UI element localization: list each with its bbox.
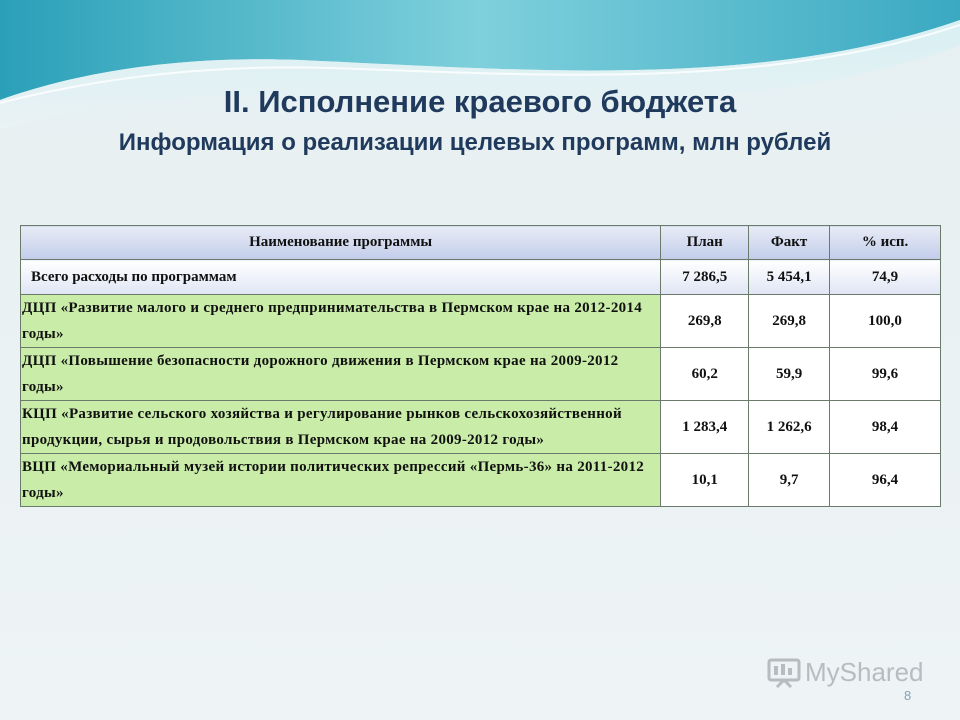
total-plan: 7 286,5 xyxy=(661,260,749,295)
program-fact: 1 262,6 xyxy=(749,401,830,454)
program-name: КЦП «Развитие сельского хозяйства и регулирование рынков сельскохозяйственной продукции, сырья и продовольствия в Пермском крае на 2009-2012 годы» xyxy=(21,401,661,454)
program-fact: 269,8 xyxy=(749,295,830,348)
program-pct: 98,4 xyxy=(830,401,941,454)
column-header-pct: % исп. xyxy=(830,226,941,260)
program-plan: 60,2 xyxy=(661,348,749,401)
table-row xyxy=(21,454,941,507)
program-plan: 10,1 xyxy=(661,454,749,507)
total-name: Всего расходы по программам xyxy=(21,260,661,295)
program-pct: 96,4 xyxy=(830,454,941,507)
page-title: II. Исполнение краевого бюджета xyxy=(223,84,737,119)
page-number: 8 xyxy=(904,688,912,703)
column-header-name: Наименование программы xyxy=(21,226,661,260)
program-plan: 269,8 xyxy=(661,295,749,348)
program-plan: 1 283,4 xyxy=(661,401,749,454)
program-fact: 59,9 xyxy=(749,348,830,401)
program-name: ДЦП «Повышение безопасности дорожного движения в Пермском крае на 2009-2012 годы» xyxy=(21,348,661,401)
table-row xyxy=(21,295,941,348)
table-header-row xyxy=(21,226,941,260)
logo-text: MyShared xyxy=(805,657,924,687)
total-row xyxy=(21,260,941,295)
total-pct: 74,9 xyxy=(830,260,941,295)
table-row xyxy=(21,401,941,454)
program-name: ДЦП «Развитие малого и среднего предпринимательства в Пермском крае на 2012-2014 годы» xyxy=(21,295,661,348)
program-pct: 100,0 xyxy=(830,295,941,348)
program-fact: 9,7 xyxy=(749,454,830,507)
table-row xyxy=(21,348,941,401)
total-fact: 5 454,1 xyxy=(749,260,830,295)
presentation-board-icon xyxy=(767,658,801,688)
programs-table xyxy=(20,225,941,507)
page-subtitle: Информация о реализации целевых программ, млн рублей xyxy=(118,129,832,156)
myshared-logo[interactable] xyxy=(767,657,924,688)
program-name: ВЦП «Мемориальный музей истории политических репрессий «Пермь-36» на 2011-2012 годы» xyxy=(21,454,661,507)
program-pct: 99,6 xyxy=(830,348,941,401)
column-header-fact: Факт xyxy=(749,226,830,260)
column-header-plan: План xyxy=(661,226,749,260)
